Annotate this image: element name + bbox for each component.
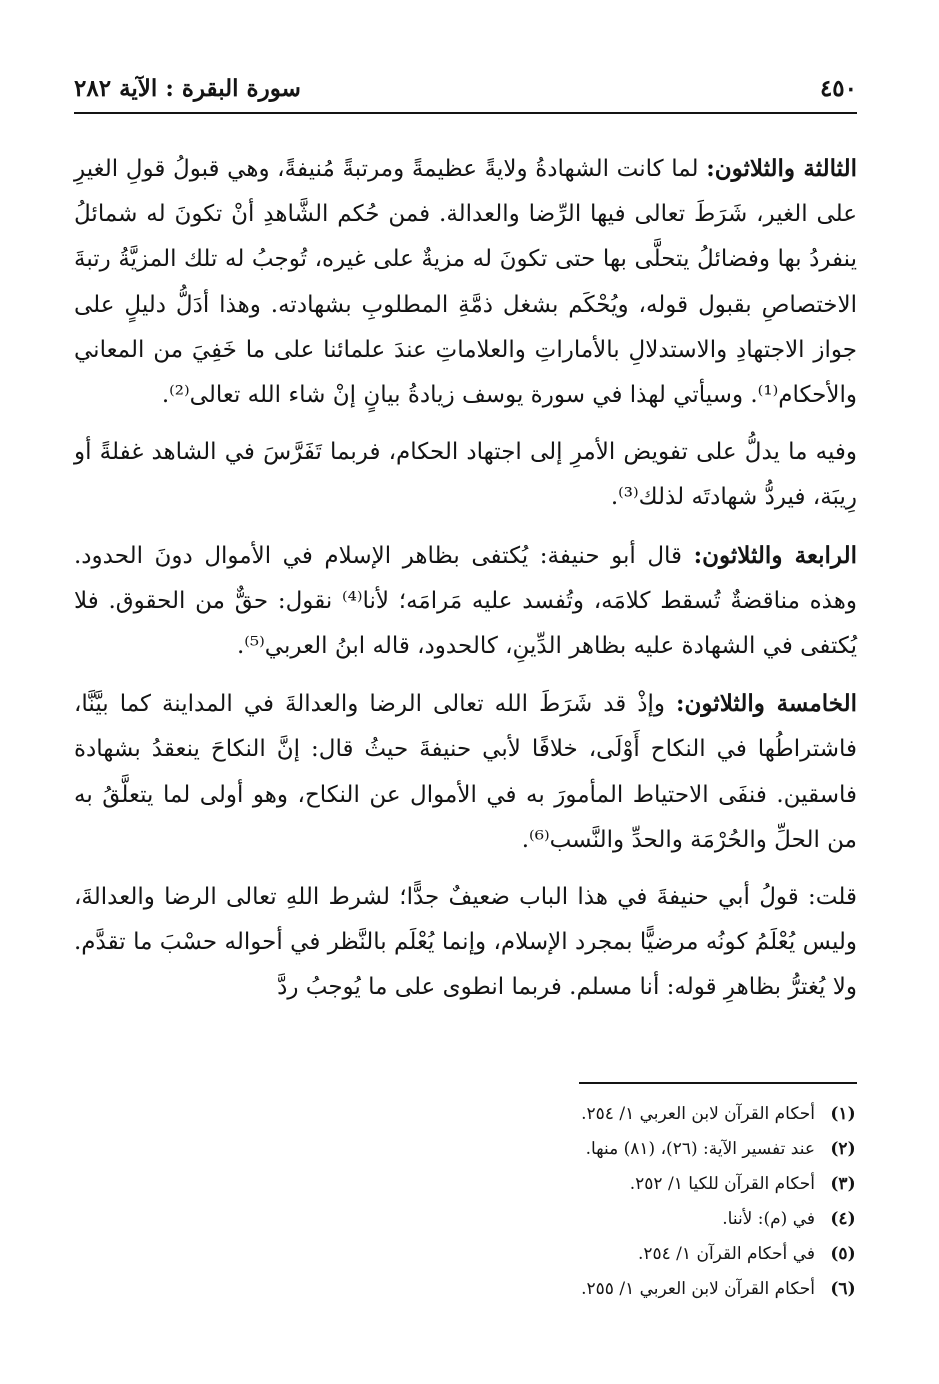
paragraph-qultu xyxy=(74,875,857,1011)
footnotes-list xyxy=(74,1097,857,1307)
paragraph-body: لما كانت الشهادةُ ولايةً عظيمةً ومرتبةً مُنيفةً، وهي قبولُ قولِ الغيرِ على الغير، شَرَطَ تعالى فيها الرِّضا والعدالة. فمن حُكم الشَّاهدِ أنْ تكونَ له شمائلُ ينفردُ بها وفضائلُ يتحلَّى بها حتى تكونَ له مزيةٌ على غيره، تُوجبُ له تلك المزيَّةُ رتبةَ الاختصاصِ بقبول قوله، ويُحْكَم بشغل ذمَّةِ المطلوبِ بشهادته. وهذا أدَلُّ دليلٍ على جواز الاجتهادِ والاستدلالِ بالأماراتِ والعلاماتِ عندَ علمائنا على ما خَفِيَ من المعاني والأحكام⁽¹⁾. وسيأتي لهذا في سورة يوسف زيادةُ بيانٍ إنْ شاء الله تعالى⁽²⁾. xyxy=(74,156,857,409)
footnote-number: (٢) xyxy=(830,1139,856,1159)
footnote-number: (٥) xyxy=(830,1244,856,1264)
footnote-item xyxy=(74,1272,857,1307)
footnote-text: عند تفسير الآية: (٢٦)، (٨١) منها. xyxy=(585,1139,815,1159)
paragraph-33 xyxy=(74,146,857,418)
paragraph-body: قلت: قولُ أبي حنيفةَ في هذا الباب ضعيفٌ جدًّا؛ لشرط اللهِ تعالى الرضا والعدالةَ، وليس يُعْلَمُ كونُه مرضيًّا بمجرد الإسلام، وإنما يُعْلَم بالنَّظر في أحواله حسْبَ ما تقدَّم. ولا يُغترُّ بظاهرِ قوله: أنا مسلم. فربما انطوى على ما يُوجبُ ردَّ xyxy=(74,884,857,1001)
footnote-text: أحكام القرآن لابن العربي ١/ ٢٥٥. xyxy=(581,1279,815,1299)
footnote-text: في أحكام القرآن ١/ ٢٥٤. xyxy=(637,1244,815,1264)
header-divider xyxy=(74,112,857,114)
paragraph-heading: الرابعة والثلاثون: xyxy=(693,541,857,569)
paragraph-body: قال أبو حنيفة: يُكتفى بظاهر الإسلام في الأموال دونَ الحدود. وهذه مناقضةٌ تُسقط كلامَه، وتُفسد عليه مَرامَه؛ لأنا⁽⁴⁾ نقول: حقٌّ من الحقوق. فلا يُكتفى في الشهادة عليه بظاهر الدِّينِ، كالحدود، قاله ابنُ العربي⁽⁵⁾. xyxy=(74,542,857,660)
footnote-item xyxy=(74,1167,857,1202)
footnote-text: في (م): لأننا. xyxy=(722,1209,815,1229)
footnote-number: (٤) xyxy=(830,1209,856,1229)
paragraph-body: وفيه ما يدلُّ على تفويض الأمرِ إلى اجتهاد الحكام، فربما تَفَرَّسَ في الشاهد غفلةً أو رِيبَة، فيردُّ شهادتَه لذلك⁽³⁾. xyxy=(74,439,857,511)
footnote-item xyxy=(74,1132,857,1167)
paragraph-judges xyxy=(74,430,857,520)
paragraph-heading: الخامسة والثلاثون: xyxy=(676,690,857,718)
footnote-text: أحكام القرآن لابن العربي ١/ ٢٥٤. xyxy=(581,1104,815,1124)
paragraph-body: وإذْ قد شَرَطَ الله تعالى الرضا والعدالةَ في المداينة كما بيَّنَّا، فاشتراطُها في النكاح أَوْلَى، خلافًا لأبي حنيفةَ حيثُ قال: إنَّ النكاحَ ينعقدُ بشهادة فاسقين. فنفَى الاحتياط المأمورَ به في الأموال عن النكاح، وهو أولى لما يتعلَّقُ به من الحلِّ والحُرْمَة والحدِّ والنَّسب⁽⁶⁾. xyxy=(74,691,857,853)
footnote-divider xyxy=(579,1082,857,1084)
footnote-item xyxy=(74,1237,857,1272)
footnote-item xyxy=(74,1202,857,1237)
footnote-item xyxy=(74,1097,857,1132)
paragraph-heading: الثالثة والثلاثون: xyxy=(706,155,857,182)
page-header xyxy=(74,68,857,108)
main-text xyxy=(74,146,857,1023)
running-title: سورة البقرة : الآية ٢٨٢ xyxy=(74,74,301,102)
footnote-number: (١) xyxy=(830,1104,856,1124)
paragraph-35 xyxy=(74,681,857,863)
footnote-text: أحكام القرآن للكيا ١/ ٢٥٢. xyxy=(629,1174,815,1194)
footnote-number: (٦) xyxy=(830,1279,856,1299)
footnote-number: (٣) xyxy=(830,1174,856,1194)
page-number: ٤٥٠ xyxy=(819,74,857,102)
paragraph-34 xyxy=(74,533,857,670)
